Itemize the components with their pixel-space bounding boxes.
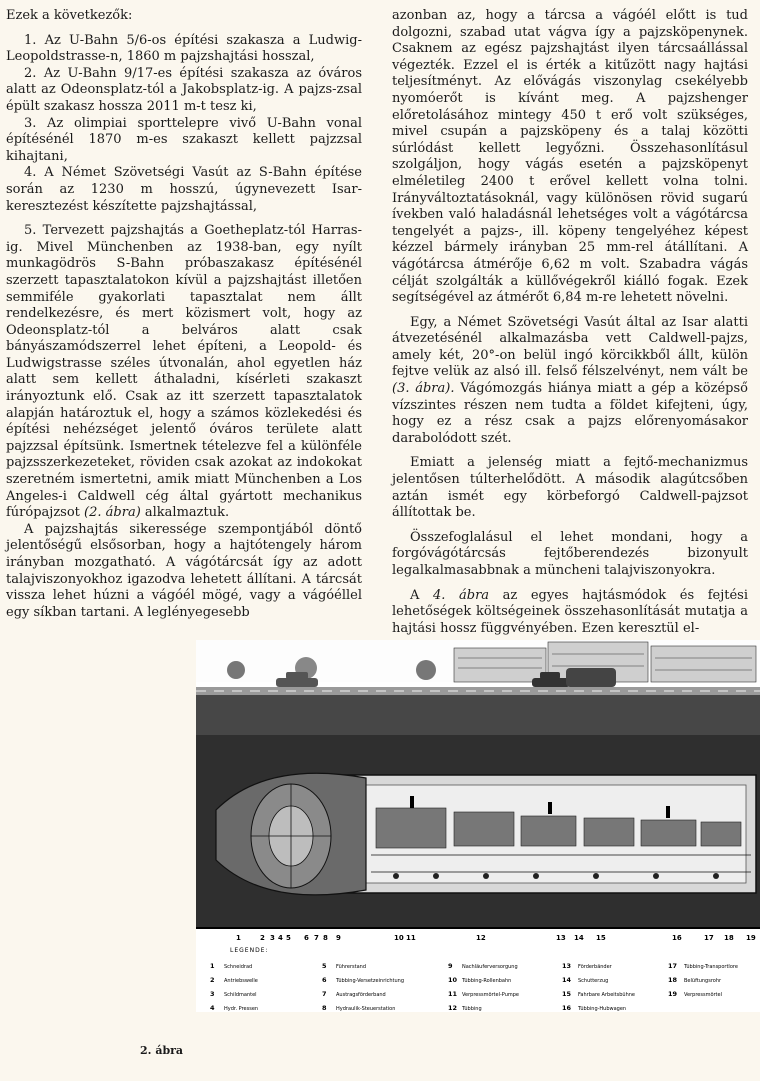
paragraph-summary: Összefoglalásul el lehet mondani, hogy a forgóvágótárcsás fejtőberendezés bizonyult legalkalmasabbnak a müncheni talajviszonyokra. [392, 529, 748, 578]
scale-number: 2 [260, 934, 265, 942]
legend-label: Tübbing-Hubwagen [578, 1006, 627, 1012]
legend-label: Tübbing-Rollenbahn [462, 978, 512, 984]
legend-num: 5 [322, 962, 327, 970]
legend-num: 7 [322, 990, 327, 998]
scale-number: 6 [304, 934, 309, 942]
legend-label: Tübbing-Transportlore [684, 964, 738, 970]
legend-num: 8 [322, 1004, 327, 1012]
legend-label: Belüftungsrohr [684, 978, 722, 984]
costs-text-b: az egyes hajtásmódok és fejtési lehetőségek költségeinek összehasonlítását mutatja a hajtási hossz függvényében. Ezen keresztül el- [392, 587, 748, 636]
scale-number: 19 [746, 934, 756, 942]
legend-label: Förderbänder [578, 964, 612, 970]
legend-label: Hydr. Pressen [224, 1006, 259, 1012]
scale-number: 17 [704, 934, 714, 942]
legend-label: Schneidrad [224, 964, 253, 970]
legend-num: 12 [448, 1004, 458, 1012]
legend-num: 1 [210, 962, 215, 970]
isar-text-a: Egy, a Német Szövetségi Vasút által az Isar alatti átvezetésénél alkalmazásba vett Caldwell-pajzs, amely két, 20°-on belül ingó körcikkből állt, külön fejtve velük az alsó ill. felső félszelvényt, nem vált be [392, 314, 748, 380]
scale-number: 16 [672, 934, 682, 942]
legend-num: 19 [668, 990, 678, 998]
legend-label: Tübbing [462, 1006, 482, 1012]
intro-line: Ezek a következők: [6, 8, 133, 23]
paragraph-cutting-disc: azonban az, hogy a tárcsa a vágóél előtt is tud dolgozni, szabad utat vágva így a pajzsköpenynek. Csaknem az egész pajzshajtást ilyen tárcsaállással végezték. Ezzel el is érték a kitűzött nagy hajtási teljesítményt. Az elővágás viszonylag csekélyebb nyomóerőt is kívánt meg. A pajzshenger előretolásához mintegy 450 t erő volt szükséges, mivel csupán a pajzsköpeny és a talaj közötti súrlódást kellett legyőzni. Összehasonlításul szolgáljon, hogy vágás esetén a pajzsköpenyt elméletileg 2400 t erővel kellett volna tolni. Irányváltoztatásoknál, vagy különösen rövid sugarú ívekben való haladásnál lehetséges volt a vágótárcsa tengelyét a pajzs-, ill. köpeny tengelyéhez képest kézzel bármely irányban 25 mm-rel átállítani. A vágótárcsa átmérője 6,62 m volt. Szabadra vágás célját szolgálták a küllővégekről kiálló fogak. Ezek segítségével az átmérőt 6,84 m-re lehetett növelni. [392, 8, 748, 306]
scale-number: 10 [394, 934, 404, 942]
figure-scale-numbers [236, 934, 756, 942]
legend-num: 18 [668, 976, 678, 984]
scale-number: 7 [314, 934, 319, 942]
left-column [6, 8, 362, 621]
figure-caption: 2. ábra [140, 1044, 184, 1057]
scale-number: 8 [323, 934, 328, 942]
list-item-3: 3. Az olimpiai sporttelepre vivő U-Bahn vonal építésénél 1870 m-es szakaszt kellett pajzzsal kihajtani, [6, 115, 362, 164]
figure-ref-3: (3. ábra). [392, 381, 455, 397]
legend-label: Fahrbare Arbeitsbühne [578, 992, 635, 998]
scale-number: 18 [724, 934, 734, 942]
legend-num: 13 [562, 962, 572, 970]
tunnel-shield-figure [196, 640, 760, 1012]
right-column [392, 8, 748, 637]
list-item-5-text: 5. Tervezett pajzshajtás a Goetheplatz-tól Harras-ig. Mivel Münchenben az 1938-ban, egy nyílt munkagödrös S-Bahn próbaszakasz építésénél szerzett tapasztalatokon kívül a pajzshajtást illetően semmiféle gyakorlati tapasztalat nem állt rendelkezésre, és mert közismert volt, hogy az Odeonsplatz-tól a belváros alatt csak bányászamódszerrel lehet építeni, a Leopold- és Ludwigstrasse széles útvonalán, ahol egyetlen ház alatt sem kellett áthaladni, kísérleti szakaszt irányoztunk elő. Csak az itt szerzett tapasztalatok alapján határoztuk el, hogy a számos közlekedési és építési nehézséget jelentő óváros területe alatt pajzzsal építsünk. Ismertnek tételezve fel a különféle pajzsszerkezeteket, röviden csak azokat az indokokat szeretném ismertetni, amik miatt Münchenben a Los Angeles-i Caldwell cég által gyártott mechanikus fúrópajzsot [6, 223, 362, 521]
paragraph-overload: Emiatt a jelenség miatt a fejtő-mechanizmus jelentősen túlterhelődött. A második alagútcsőben aztán ismét egy körbeforgó Caldwell-pajzsot állítottak be. [392, 455, 748, 521]
scale-number: 12 [476, 934, 486, 942]
legend-num: 3 [210, 990, 215, 998]
legend-num: 16 [562, 1004, 572, 1012]
paragraph-costs [392, 588, 748, 638]
tree-icon [416, 660, 436, 680]
legend-label: Führerstand [336, 964, 366, 970]
list-item-5 [6, 223, 362, 522]
legend-num: 11 [448, 990, 458, 998]
legend-label: Tübbing-Versetzeinrichtung [336, 978, 405, 984]
legend-label: Schutterzug [578, 978, 609, 984]
list-item-1: 1. Az U-Bahn 5/6-os építési szakasza a Ludwig-Leopoldstrasse-n, 1860 m pajzshajtási hosszal, [6, 32, 362, 65]
legend-label: Schildmantel [224, 992, 257, 998]
scale-number: 14 [574, 934, 584, 942]
list-item-5-end: alkalmaztuk. [140, 505, 230, 521]
legend-label: Antriebswelle [224, 978, 258, 984]
legend-num: 9 [448, 962, 453, 970]
legend-col-5 [668, 962, 738, 998]
legend-num: 10 [448, 976, 458, 984]
scale-number: 1 [236, 934, 241, 942]
scale-number: 11 [406, 934, 416, 942]
legend-label: Verpressmörtel [684, 992, 722, 998]
legend-num: 14 [562, 976, 572, 984]
legend-title: LEGENDE: [230, 947, 269, 954]
costs-text-a: A [410, 587, 433, 603]
legend-label: Austragsförderband [336, 992, 386, 998]
legend-col-2 [322, 962, 404, 1012]
legend-num: 2 [210, 976, 215, 984]
paragraph-shield-movement: A pajzshajtás sikeressége szempontjából döntő jelentőségű elsősorban, hogy a hajtótengely három irányban mozgatható. A vágótárcsát így az adott talajviszonyokhoz igazodva lehetett állítani. A tárcsát vissza lehet húzni a vágóél mögé, vagy a vágóéllel egy síkban tartani. A leglényegesebb [6, 521, 362, 620]
scale-number: 9 [336, 934, 341, 942]
legend-label: Nachläuferversorgung [462, 964, 518, 970]
scale-number: 13 [556, 934, 566, 942]
list-item-2: 2. Az U-Bahn 9/17-es építési szakasza az óváros alatt az Odeonsplatz-tól a Jakobsplatz-ig. A pajzs-zsal épült szakasz hossza 2011 m-t tesz ki, [6, 65, 362, 114]
list-item-4: 4. A Német Szövetségi Vasút az S-Bahn építése során az 1230 m hosszú, úgynevezett Isar-keresztezést készítette pajzshajtással, [6, 165, 362, 214]
paragraph-isar-crossing [392, 315, 748, 448]
legend-col-3 [448, 962, 519, 1012]
tree-icon [227, 661, 245, 679]
isar-text-b: Vágómozgás hiánya miatt a gép a középső vízszintes részen nem tudta a földet kifejteni, úgy, hogy ez a rész csak a pajzs előrenyomásakor darabolódott szét. [392, 381, 748, 446]
legend-num: 6 [322, 976, 327, 984]
legend-num: 17 [668, 962, 678, 970]
legend-label: Verpressmörtel-Pumpe [462, 992, 520, 998]
legend-num: 15 [562, 990, 572, 998]
van-icon [566, 668, 616, 687]
scale-number: 15 [596, 934, 606, 942]
scale-number: 3 [270, 934, 275, 942]
legend-label: Hydraulik-Steuerstation [336, 1006, 396, 1012]
tunnel-shield-illustration [196, 640, 760, 1012]
legend-num: 4 [210, 1004, 215, 1012]
legend-col-1 [210, 962, 258, 1012]
figure-ref-2: (2. ábra) [84, 505, 141, 521]
scale-number: 4 [278, 934, 283, 942]
scale-number: 5 [286, 934, 291, 942]
figure-ref-4: 4. ábra [433, 587, 490, 603]
legend-col-4 [562, 962, 635, 1012]
